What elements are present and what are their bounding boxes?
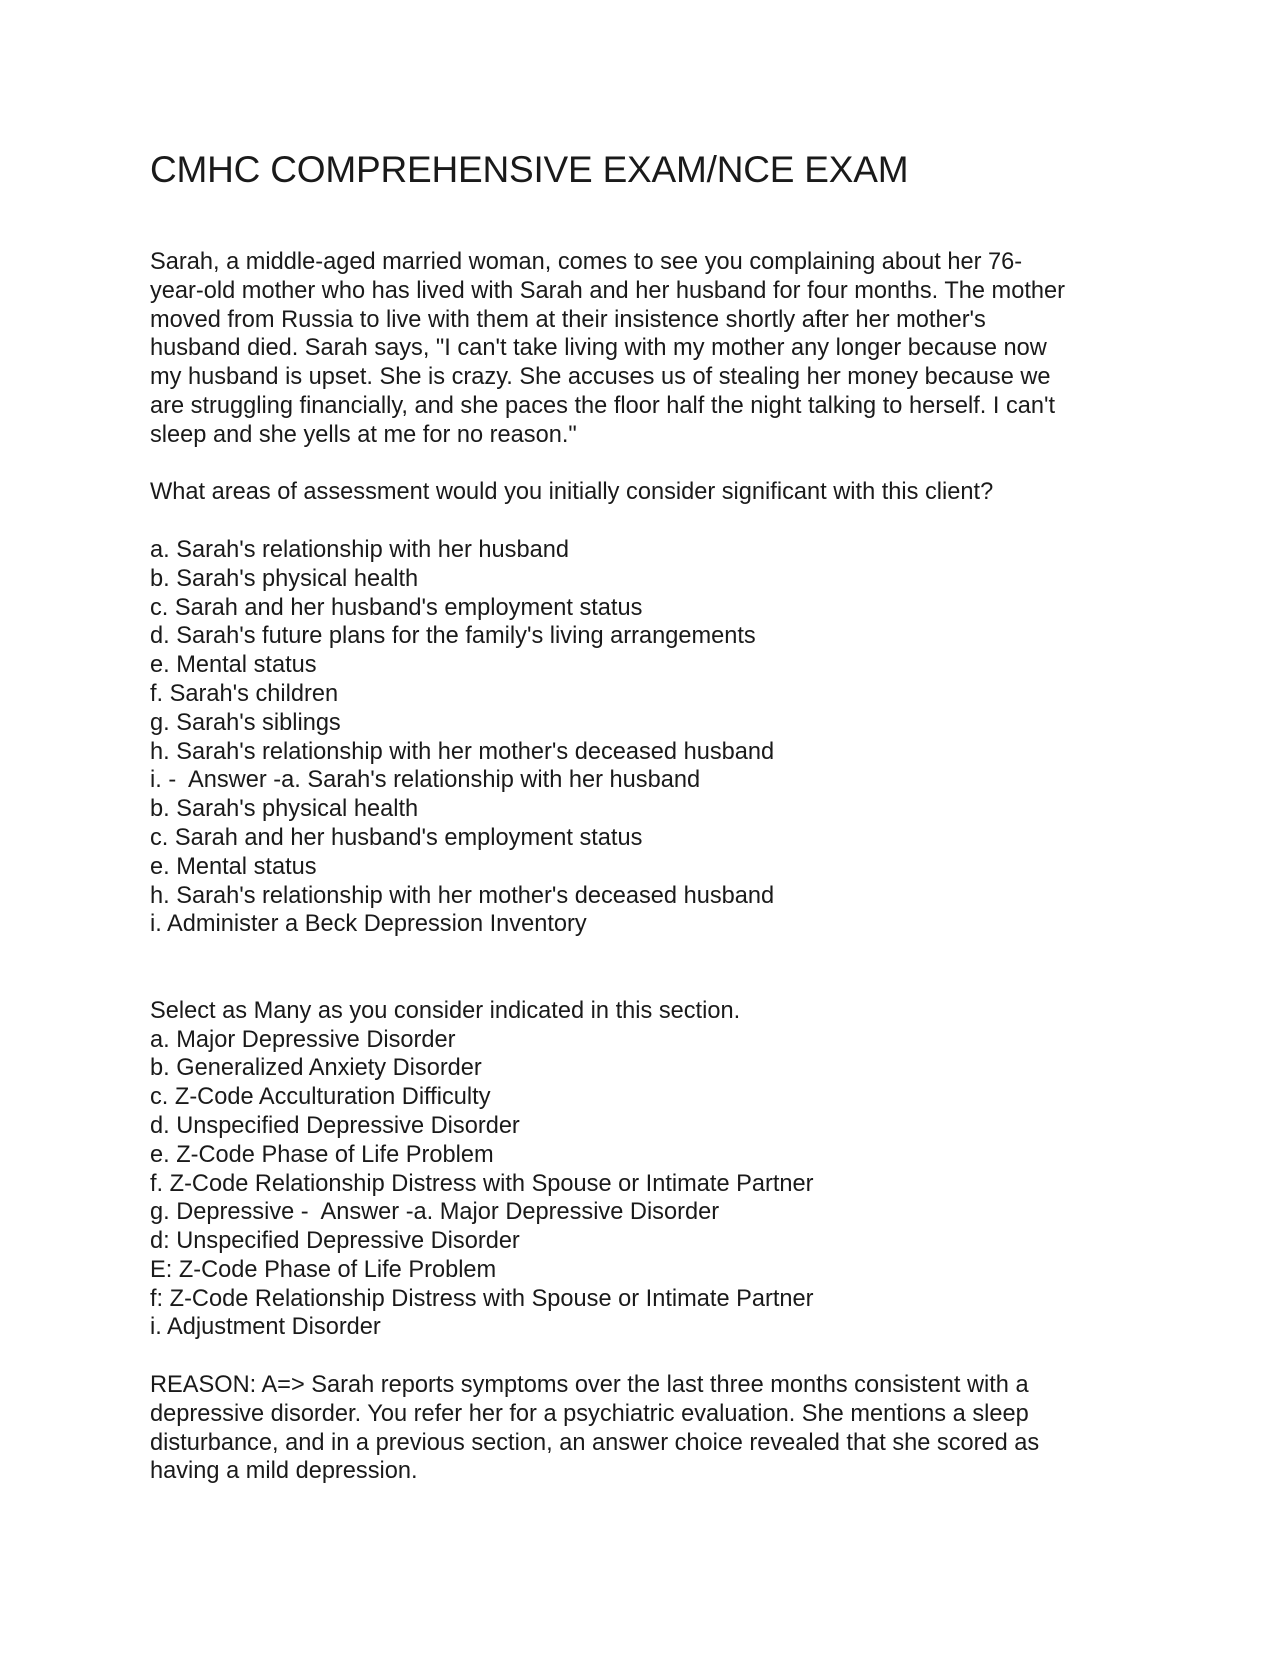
option-line: c. Z-Code Acculturation Difficulty (150, 1084, 491, 1111)
question-one-text: What areas of assessment would you initially consider significant with this client? (150, 479, 994, 506)
option-line: d. Unspecified Depressive Disorder (150, 1112, 520, 1139)
option-line: b. Sarah's physical health (150, 565, 419, 592)
reason-line: disturbance, and in a previous section, an answer choice revealed that she scored as (150, 1429, 1040, 1456)
answer-line: e. Mental status (150, 853, 317, 880)
option-line: a. Major Depressive Disorder (150, 1026, 456, 1053)
reason-line: having a mild depression. (150, 1458, 418, 1485)
answer-line: g. Depressive - Answer -a. Major Depressive Disorder (150, 1199, 720, 1226)
question-two (150, 997, 1150, 1343)
answer-line: i. - Answer -a. Sarah's relationship with her husband (150, 767, 701, 794)
spacer (150, 939, 1150, 997)
option-line: e. Z-Code Phase of Life Problem (150, 1141, 494, 1168)
reason-line: REASON: A=> Sarah reports symptoms over the last three months consistent with a (150, 1372, 1029, 1399)
page-title: CMHC COMPREHENSIVE EXAM/NCE EXAM (150, 149, 909, 190)
option-line: a. Sarah's relationship with her husband (150, 536, 569, 563)
reason-line: depressive disorder. You refer her for a psychiatric evaluation. She mentions a sleep (150, 1400, 1029, 1427)
scenario-line: husband died. Sarah says, "I can't take living with my mother any longer because now (150, 335, 1047, 362)
question-one-options (150, 536, 1150, 939)
scenario-line: my husband is upset. She is crazy. She accuses us of stealing her money because we (150, 364, 1051, 391)
scenario-line: moved from Russia to live with them at their insistence shortly after her mother's (150, 306, 986, 333)
answer-line: h. Sarah's relationship with her mother's deceased husband (150, 882, 775, 909)
scenario-paragraph (150, 248, 1150, 450)
question-two-text: Select as Many as you consider indicated in this section. (150, 997, 741, 1024)
option-line: b. Generalized Anxiety Disorder (150, 1055, 482, 1082)
spacer (150, 507, 1150, 536)
option-line: h. Sarah's relationship with her mother's deceased husband (150, 738, 775, 765)
scenario-line: are struggling financially, and she paces the floor half the night talking to herself. I can't (150, 392, 1056, 419)
option-line: f. Sarah's children (150, 680, 339, 707)
option-line: d. Sarah's future plans for the family's living arrangements (150, 623, 756, 650)
option-line: e. Mental status (150, 652, 317, 679)
answer-line: E: Z-Code Phase of Life Problem (150, 1256, 497, 1283)
spacer (150, 1342, 1150, 1371)
option-line: g. Sarah's siblings (150, 709, 341, 736)
reason-paragraph (150, 1371, 1150, 1486)
option-line: c. Sarah and her husband's employment status (150, 594, 643, 621)
answer-line: d: Unspecified Depressive Disorder (150, 1228, 520, 1255)
question-one (150, 478, 1150, 507)
answer-line: i. Adjustment Disorder (150, 1314, 381, 1341)
spacer (150, 450, 1150, 479)
scenario-line: sleep and she yells at me for no reason." (150, 421, 577, 448)
document-page (150, 148, 1150, 1486)
document-body (150, 248, 1150, 1486)
scenario-line: Sarah, a middle-aged married woman, comes to see you complaining about her 76- (150, 249, 1023, 275)
scenario-line: year-old mother who has lived with Sarah and her husband for four months. The mother (150, 277, 1065, 304)
answer-line: c. Sarah and her husband's employment status (150, 824, 643, 851)
answer-line: b. Sarah's physical health (150, 796, 419, 823)
answer-line: f: Z-Code Relationship Distress with Spouse or Intimate Partner (150, 1285, 814, 1312)
answer-line: i. Administer a Beck Depression Inventory (150, 911, 587, 938)
option-line: f. Z-Code Relationship Distress with Spouse or Intimate Partner (150, 1170, 814, 1197)
